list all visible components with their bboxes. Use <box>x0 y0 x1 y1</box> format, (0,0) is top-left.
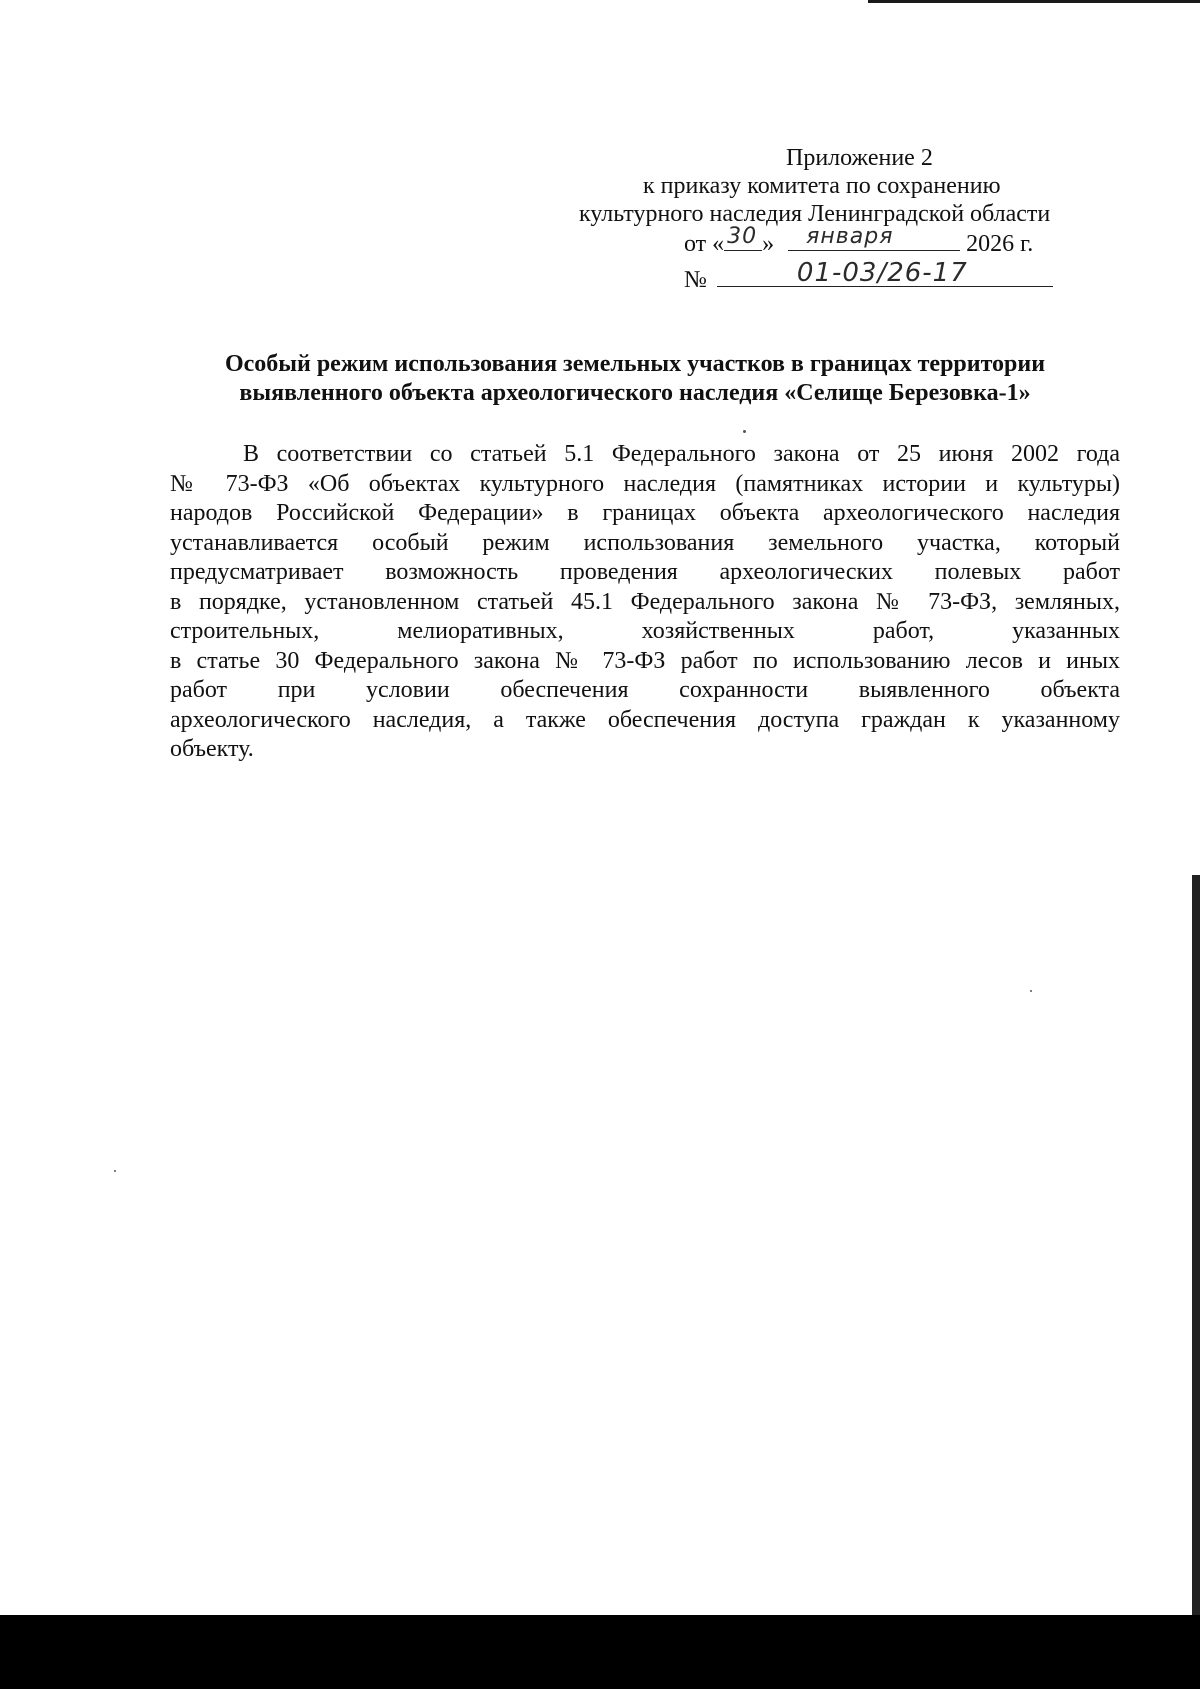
body-line: археологического наследия, а также обеспечения доступа граждан к указанному <box>170 706 1120 733</box>
body-line: В соответствии со статьей 5.1 Федерального закона от 25 июня 2002 года <box>243 441 1120 467</box>
body-line: № 73-ФЗ «Об объектах культурного наследия (памятниках истории и культуры) <box>170 470 1120 497</box>
scan-speck <box>743 430 746 433</box>
order-number-field <box>717 258 1053 288</box>
number-prefix: № <box>684 267 707 293</box>
body-line: устанавливается особый режим использования земельного участка, который <box>170 529 1120 556</box>
date-prefix: от « <box>684 231 725 257</box>
scan-speck <box>114 1170 116 1172</box>
body-line: в статье 30 Федерального закона № 73-ФЗ работ по использованию лесов и иных <box>170 647 1120 674</box>
date-day-field <box>724 224 762 251</box>
body-line: строительных, мелиоративных, хозяйственных работ, указанных <box>170 618 1120 644</box>
appendix-label: Приложение 2 <box>786 145 933 171</box>
scan-edge-bottom <box>0 1615 1200 1689</box>
body-line: работ при условии обеспечения сохранности выявленного объекта <box>170 677 1120 703</box>
title-line-2: выявленного объекта археологического наследия «Селище Березовка-1» <box>239 380 1031 406</box>
body-line: предусматривает возможность проведения археологических полевых работ <box>170 559 1120 585</box>
appendix-header <box>560 144 1120 294</box>
scan-edge-top <box>868 0 1200 3</box>
date-day-handwritten: 30 <box>727 224 758 249</box>
document-title <box>150 350 1120 408</box>
order-number <box>560 258 1120 294</box>
scan-edge-right <box>1192 875 1200 1615</box>
scan-speck <box>1030 990 1032 992</box>
body-paragraph <box>170 440 1120 765</box>
date-month-field <box>788 224 960 251</box>
body-line: в порядке, установленном статьей 45.1 Федерального закона № 73-ФЗ, земляных, <box>170 588 1120 615</box>
date-year: 2026 г. <box>966 231 1034 257</box>
date-mid: » <box>762 231 775 257</box>
order-reference: к приказу комитета по сохранению <box>643 173 1001 199</box>
committee-name: культурного наследия Ленинградской области <box>579 201 1051 227</box>
order-number-handwritten: 01-03/26-17 <box>796 258 968 288</box>
order-date <box>560 224 1120 258</box>
body-line: объекту. <box>170 736 254 762</box>
date-month-handwritten: января <box>806 224 894 249</box>
body-line: народов Российской Федерации» в границах объекта археологического наследия <box>170 500 1120 526</box>
title-line-1: Особый режим использования земельных участков в границах территории <box>224 351 1046 377</box>
